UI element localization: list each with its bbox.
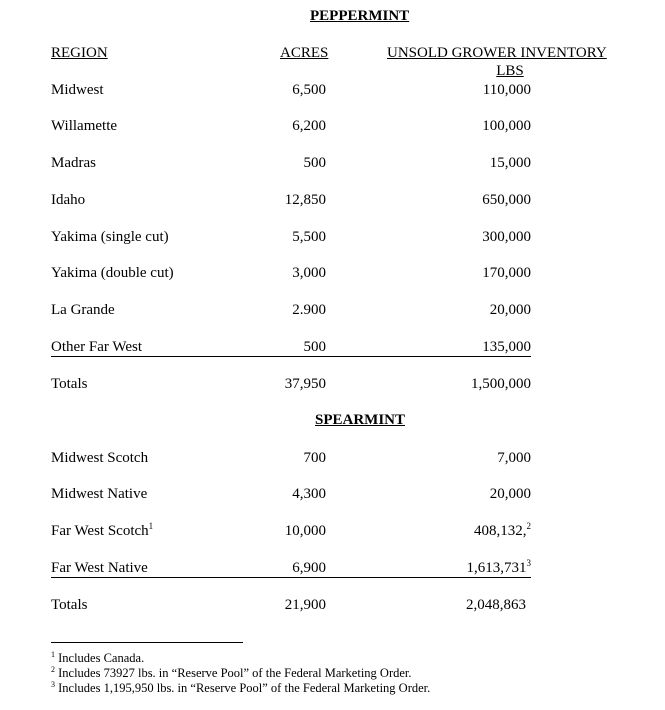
spearmint-title: SPEARMINT	[315, 412, 406, 428]
table-row-acres: 4,300	[292, 486, 326, 502]
table-row-lbs	[420, 523, 531, 540]
region-text: Far West Scotch	[51, 523, 149, 539]
table-row-lbs: 135,000	[482, 339, 531, 355]
header-inventory-line1: UNSOLD GROWER INVENTORY	[387, 45, 607, 61]
spearmint-totals-label: Totals	[51, 597, 88, 613]
table-row-acres: 10,000	[284, 523, 326, 539]
table-row-lbs	[420, 560, 531, 577]
table-row-acres: 500	[303, 339, 326, 355]
table-row-acres: 3,000	[292, 265, 326, 281]
table-row-lbs: 15,000	[489, 155, 531, 171]
peppermint-title: PEPPERMINT	[310, 8, 410, 24]
table-row-acres: 12,850	[284, 192, 326, 208]
footnote-marker: 3	[526, 558, 531, 568]
table-row-acres: 6,200	[292, 118, 326, 134]
footnote-3	[51, 681, 430, 696]
spearmint-total-rule	[51, 577, 531, 578]
footnote-marker: 1	[148, 521, 154, 531]
table-row-acres: 6,500	[292, 82, 326, 98]
peppermint-total-rule	[51, 356, 531, 357]
table-row-lbs: 110,000	[482, 82, 531, 98]
peppermint-totals-lbs: 1,500,000	[471, 376, 531, 392]
table-row-region: La Grande	[51, 302, 115, 318]
table-row-region: Other Far West	[51, 339, 142, 355]
table-row-region: Yakima (double cut)	[51, 265, 174, 281]
table-row-lbs: 20,000	[489, 302, 531, 318]
footnote-marker: 2	[51, 665, 55, 674]
lbs-text: 408,132,	[474, 523, 527, 539]
table-row-region: Midwest Native	[51, 486, 148, 502]
footnote-marker: 1	[51, 650, 55, 659]
table-row-region	[51, 523, 153, 540]
table-row-region: Willamette	[51, 118, 118, 134]
table-row-acres: 6,900	[292, 560, 326, 576]
table-row-region: Midwest Scotch	[51, 450, 149, 466]
header-region: REGION	[51, 45, 108, 61]
table-row-lbs: 100,000	[482, 118, 531, 134]
table-row-lbs: 7,000	[497, 450, 531, 466]
peppermint-totals-label: Totals	[51, 376, 88, 392]
footnote-2	[51, 666, 412, 681]
table-row-acres: 500	[303, 155, 326, 171]
table-row-region: Far West Native	[51, 560, 148, 576]
table-row-region: Yakima (single cut)	[51, 229, 169, 245]
footnote-text: Includes Canada.	[58, 651, 145, 665]
lbs-text: 1,613,731	[466, 560, 527, 576]
table-row-region: Madras	[51, 155, 96, 171]
table-row-region: Idaho	[51, 192, 86, 208]
footnote-text: Includes 73927 lbs. in “Reserve Pool” of the Federal Marketing Order.	[58, 666, 412, 680]
table-row-lbs: 650,000	[482, 192, 531, 208]
header-acres: ACRES	[280, 45, 329, 61]
header-inventory-line2: LBS	[496, 63, 524, 79]
table-row-region: Midwest	[51, 82, 104, 98]
table-row-acres: 700	[303, 450, 326, 466]
spearmint-totals-lbs: 2,048,863	[466, 597, 526, 613]
footnote-1	[51, 651, 144, 666]
footnote-marker: 2	[526, 521, 531, 531]
table-row-acres: 2.900	[292, 302, 326, 318]
table-row-acres: 5,500	[292, 229, 326, 245]
table-row-lbs: 300,000	[482, 229, 531, 245]
footnote-separator	[51, 642, 243, 643]
footnote-marker: 3	[51, 680, 55, 689]
spearmint-totals-acres: 21,900	[284, 597, 326, 613]
peppermint-totals-acres: 37,950	[284, 376, 326, 392]
table-row-lbs: 20,000	[489, 486, 531, 502]
table-row-lbs: 170,000	[482, 265, 531, 281]
footnote-text: Includes 1,195,950 lbs. in “Reserve Pool” of the Federal Marketing Order.	[58, 681, 431, 695]
